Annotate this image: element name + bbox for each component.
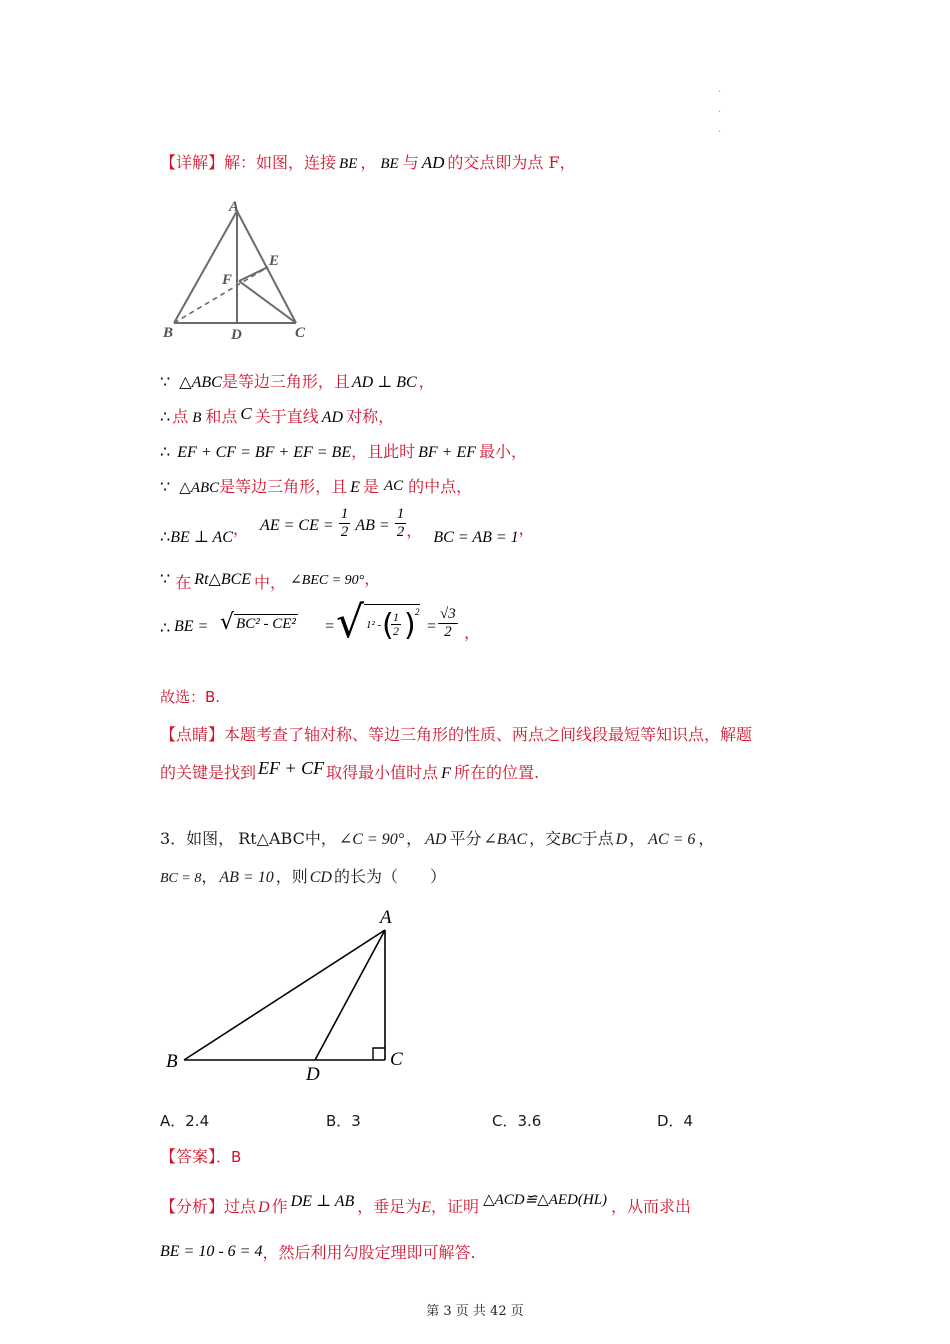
line-ad: AD [321, 409, 344, 426]
equals-1: = [324, 618, 335, 635]
answer-value: ．B [216, 1148, 242, 1166]
q3-triangle: Rt△ABC [238, 829, 305, 848]
step-7-comma: ， [464, 623, 481, 642]
label-d: D [306, 1064, 320, 1085]
triangle-abc: △ABC [179, 374, 222, 391]
step-2-text-4: 对称， [346, 407, 395, 426]
option-d[interactable]: D．4 [657, 1112, 694, 1130]
label-c: C [390, 1049, 403, 1070]
radical-sign: √ [220, 610, 235, 635]
analysis-be: BE = 10 - 6 = 4 [160, 1243, 263, 1260]
label-b: B [166, 1051, 178, 1072]
answer-tag: 【答案】 [160, 1147, 217, 1166]
fraction-num: 1 [396, 506, 405, 522]
q3-text-3: 平分 [449, 829, 482, 848]
analysis-tag: 【分析】 [160, 1197, 225, 1216]
step-3 [160, 439, 527, 462]
detail-intro-text: 解：如图，连接 [224, 153, 337, 172]
point-f: F [441, 765, 451, 782]
step-2-text-3: 关于直线 [254, 407, 319, 426]
q3-text-8: ， [201, 867, 218, 886]
sqrt-1 [220, 610, 298, 635]
analysis-line-2 [160, 1240, 476, 1263]
step-2-text-2: 和点 [205, 407, 238, 426]
analysis-congruence: △ACD≌△AED(HL) [483, 1192, 608, 1208]
fraction-den: 2 [396, 524, 405, 540]
detail-be1: BE [339, 156, 358, 172]
step-1-text: 是等边三角形，且 [221, 372, 350, 391]
segment-fe [239, 267, 268, 281]
q3-text-4: ，交 [529, 829, 562, 848]
fraction-num: 1 [393, 610, 399, 624]
option-c[interactable]: C．3.6 [492, 1112, 542, 1130]
analysis-text-2: 作 [271, 1197, 288, 1216]
step-7-be: BE = [174, 618, 209, 635]
label-f: F [222, 272, 233, 288]
fraction-den: 2 [444, 624, 452, 640]
step-6-text-1: 在 [175, 573, 192, 592]
fraction-den: 2 [340, 524, 349, 540]
comment-text-2: 的关键是找到 [160, 763, 257, 782]
analysis-line-1 [160, 1190, 691, 1217]
q3-text-1: 中， [304, 829, 337, 848]
fraction-num: 1 [340, 506, 349, 522]
label-c: C [295, 325, 306, 341]
triangle-bce: Rt△BCE [194, 571, 252, 588]
analysis-text-5: ，从而求出 [611, 1197, 692, 1216]
option-a[interactable]: A．2.4 [160, 1112, 210, 1130]
analysis-text-4: ，证明 [431, 1197, 480, 1216]
point-e: E [350, 479, 360, 496]
label-d: D [231, 327, 242, 343]
header-mark-1: . [718, 84, 722, 95]
therefore-symbol: ∴ [160, 442, 171, 461]
detail-be2: BE [380, 156, 399, 172]
fraction-den: 2 [393, 624, 399, 638]
question-number: 3．如图， [160, 829, 235, 848]
because-symbol: ∵ [160, 569, 171, 588]
analysis-text-3: ，垂足为 [357, 1197, 422, 1216]
radicand-1: BC² - CE² [236, 616, 296, 632]
angle-bec: ∠BEC = 90° [290, 573, 365, 588]
fraction-half-3 [391, 611, 401, 638]
fraction-half-2 [395, 506, 407, 541]
comment-tag: 【点睛】 [160, 725, 225, 744]
step-3-expr-2: BF + EF [418, 444, 477, 461]
q3-bc: BC [561, 831, 582, 848]
q3-text-5: 于点 [581, 829, 614, 848]
step-2-text-1: 点 [172, 407, 189, 426]
header-mark-3: . [718, 124, 722, 135]
step-1 [160, 369, 435, 392]
detail-comma: ， [360, 153, 377, 172]
because-symbol: ∵ [160, 477, 171, 496]
therefore-symbol: ∴ [160, 407, 171, 426]
q3-cd: CD [309, 869, 332, 886]
step-1-comma: ， [418, 372, 435, 391]
one-squared: 1² - [366, 619, 382, 631]
detail-mid: 与 [402, 153, 419, 172]
detail-intro [160, 150, 576, 173]
therefore-symbol: ∴ [160, 618, 171, 637]
step-3-text-2: 最小， [479, 442, 528, 461]
step-6 [160, 566, 380, 593]
comment-expr: EF + CF [258, 758, 325, 778]
label-a: A [380, 907, 392, 928]
q3-d: D [615, 831, 628, 848]
triangle-abc: △ABC [179, 480, 220, 496]
fraction-sqrt3-over-2 [438, 606, 458, 641]
step-6-comma: ， [364, 569, 381, 588]
right-angle-mark [373, 1048, 385, 1060]
step-5-comma-3: ， [518, 519, 535, 538]
step-3-text-1: ，且此时 [351, 442, 416, 461]
step-5-comma-1: ， [232, 519, 249, 538]
step-5-comma-2: ， [406, 521, 423, 540]
choose-answer: 故选：B. [160, 688, 221, 706]
label-e: E [269, 253, 280, 269]
step-4-text-3: 的中点， [408, 477, 473, 496]
side-ba [184, 930, 385, 1060]
q3-angle: ∠C = 90° [338, 831, 405, 848]
analysis-d: D [258, 1199, 270, 1216]
question-3-line-2 [160, 864, 446, 887]
radical-sign-large: √ [336, 597, 365, 648]
comment-text-4: 所在的位置. [453, 763, 540, 782]
page-footer: 第 3 页 共 42 页 [426, 1304, 524, 1319]
q3-ad: AD [425, 831, 447, 848]
q3-ac: AC = 6 [648, 831, 696, 848]
analysis-expr: DE ⊥ AB [290, 1193, 355, 1210]
q3-text-6: ， [629, 829, 646, 848]
step-2 [160, 404, 394, 427]
therefore-symbol: ∴ [160, 527, 171, 546]
analysis-text-6: ，然后利用勾股定理即可解答. [262, 1243, 476, 1262]
comment-text-3: 取得最小值时点 [326, 763, 439, 782]
figure-right-triangle [160, 905, 450, 1085]
analysis-e: E [421, 1199, 432, 1216]
label-a: A [229, 199, 240, 215]
side-ab [174, 211, 237, 323]
step-5-ab: AB = [355, 517, 390, 534]
detail-tag: 【详解】 [160, 153, 225, 172]
step-5 [160, 506, 535, 547]
sqrt-2 [336, 597, 420, 648]
paren-left: ( [382, 608, 394, 643]
step-4-text-1: 是等边三角形，且 [219, 477, 348, 496]
detail-post: 的交点即为点 F， [447, 153, 576, 172]
q3-text-9: ，则 [275, 867, 308, 886]
point-b: B [192, 410, 202, 426]
option-b[interactable]: B．3 [326, 1112, 361, 1130]
segment-be-dashed [174, 267, 268, 323]
step-4-text-2: 是 [362, 477, 379, 496]
q3-bc-8: BC = 8 [160, 871, 202, 886]
q3-ab: AB = 10 [219, 869, 274, 886]
step-5-bc: BC = AB = 1 [433, 529, 519, 546]
answer-line [160, 1144, 241, 1167]
q3-bac: ∠BAC [483, 831, 528, 848]
figure-equilateral-triangle [155, 195, 315, 345]
comment-text-1: 本题考查了轴对称、等边三角形的性质、两点之间线段最短等知识点，解题 [224, 725, 753, 744]
paren-right: ) [404, 608, 416, 643]
comment-line-1 [160, 722, 752, 745]
step-5-eq: AE = CE = [260, 517, 334, 534]
question-3-line-1 [160, 826, 714, 849]
because-symbol: ∵ [160, 372, 171, 391]
segment-ad [315, 930, 385, 1060]
fraction-num: √3 [440, 606, 456, 622]
step-6-text-2: 中， [254, 573, 287, 592]
comment-line-2 [160, 758, 539, 783]
radicand-2 [364, 604, 420, 645]
step-5-expr: BE ⊥ AC [170, 529, 233, 546]
header-mark-2: . [718, 104, 722, 115]
segment-fc [239, 281, 296, 323]
step-4 [160, 474, 472, 497]
fraction-half-1 [339, 506, 351, 541]
q3-text-7: ， [698, 829, 715, 848]
point-c: C [240, 404, 252, 423]
segment-ac: AC [383, 478, 404, 494]
equals-2: = [426, 618, 437, 635]
q3-text-2: ， [406, 829, 423, 848]
exponent-2: 2 [415, 607, 420, 617]
detail-ad: AD [421, 153, 445, 172]
step-3-expr: EF + CF = BF + EF = BE [177, 444, 352, 461]
step-1-expr: AD ⊥ BC [351, 374, 417, 391]
label-b: B [163, 325, 174, 341]
analysis-text-1: 过点 [224, 1197, 257, 1216]
q3-text-10: 的长为（ ） [333, 867, 446, 886]
